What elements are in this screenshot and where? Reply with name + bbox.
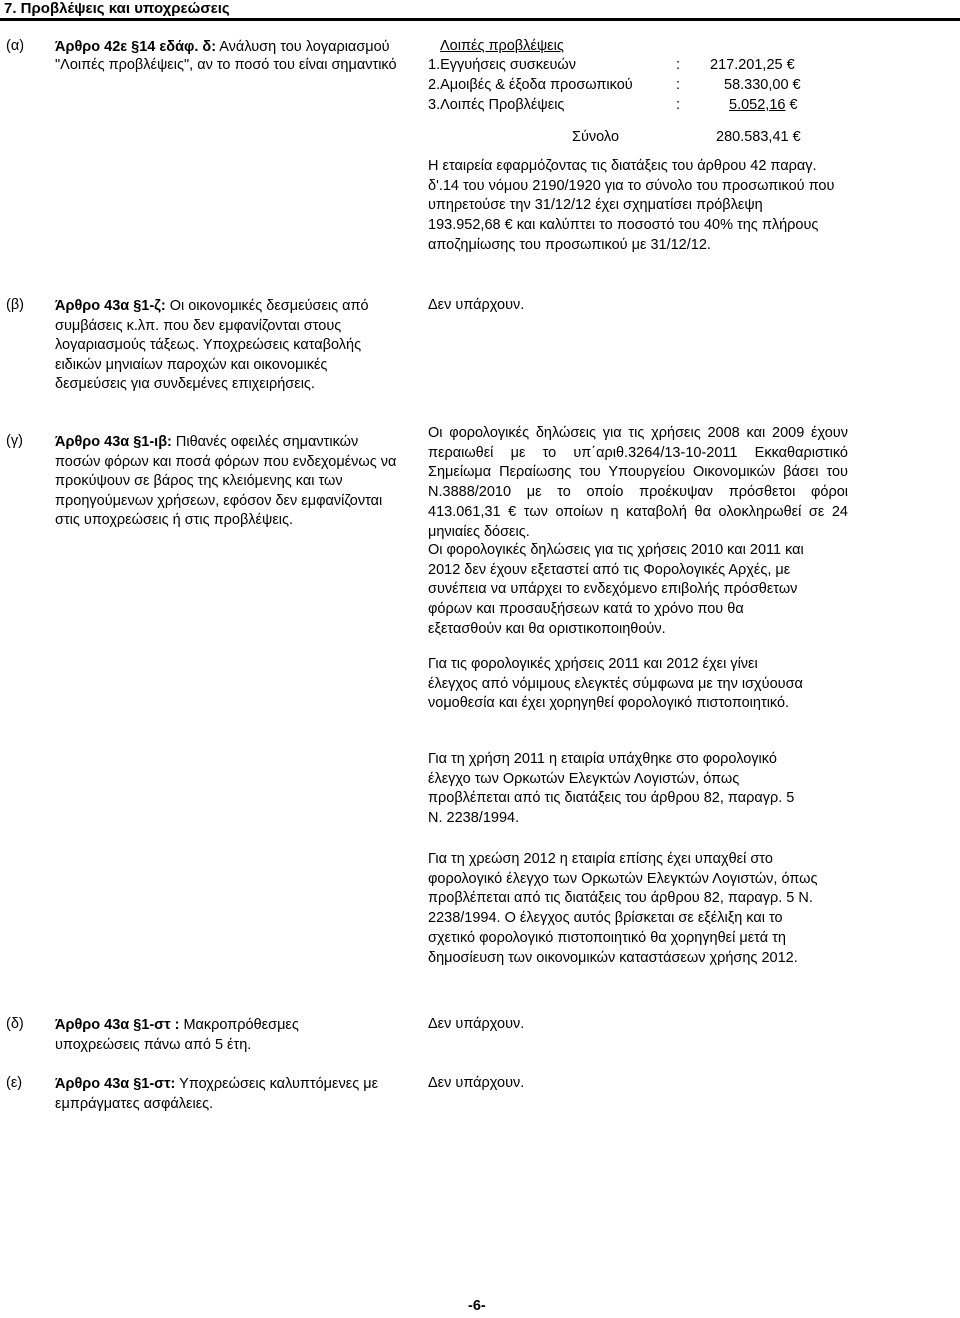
provision-row	[428, 77, 633, 93]
label-d: (δ)	[6, 1016, 24, 1032]
heading-c-text: Πιθανές οφειλές σημαντικών ποσών φόρων και ποσά φόρων που ενδεχομένως να προκύψουν σε βάρος της κλειόμενης και των προηγούμενων χρήσεων, εφόσον δεν εμφανίζονται στις υποχρεώσεις ή στις προβλέψεις.	[55, 434, 397, 528]
tax-paragraph-3: Για τις φορολογικές χρήσεις 2011 και 2012 έχει γίνει έλεγχος από νόμιμους ελεγκτές σύμφωνα με την ισχύουσα νομοθεσία και έχει χορηγηθεί φορολογικό πιστοποιητικό.	[428, 656, 803, 712]
provision-amount: 5.052,16 €	[729, 97, 798, 113]
tax-paragraph-4: Για τη χρήση 2011 η εταιρία υπάχθηκε στο φορολογικό έλεγχο των Ορκωτών Ελεγκτών Λογιστών, όπως προβλέπεται από τις διατάξεις του άρθρου 82, παραγρ. 5 Ν. 2238/1994.	[428, 751, 795, 827]
heading-b	[55, 297, 400, 395]
provisions-title: Λοιπές προβλέψεις	[440, 38, 564, 54]
provision-row	[428, 57, 576, 73]
tax-paragraph-5: Για τη χρεώση 2012 η εταιρία επίσης έχει υπαχθεί στο φορολογικό έλεγχο των Ορκωτών Ελεγκτών Λογιστών, όπως προβλέπεται από τις διατάξεις του άρθρου 82, παραγρ. 5 Ν. 2238/1994. Ο έλεγχος αυτός βρίσκεται σε εξέλιξη και το σχετικό φορολογικό πιστοποιητικό θα χορηγηθεί μετά τη δημοσίευση των οικονομικών καταστάσεων χρήσης 2012.	[428, 851, 818, 966]
heading-d-bold: Άρθρο 43α §1-στ :	[55, 1017, 180, 1033]
provision-row	[428, 97, 564, 113]
total-label: Σύνολο	[572, 129, 620, 145]
provision-sep: :	[676, 57, 681, 73]
heading-c	[55, 433, 400, 531]
label-e: (ε)	[6, 1075, 23, 1091]
answer-d: Δεν υπάρχουν.	[428, 1016, 525, 1032]
label-c: (γ)	[6, 433, 23, 449]
provision-amount: 58.330,00 €	[724, 77, 801, 93]
provision-note: Η εταιρεία εφαρμόζοντας τις διατάξεις του άρθρου 42 παραγ. δ'.14 του νόμου 2190/1920 για το σύνολο του προσωπικού που υπηρετούσε την 31/12/12 έχει σχηματίσει πρόβλεψη 193.952,68 € και καλύπτει το ποσοστό του 40% της πλήρους αποζημίωσης του προσωπικού με 31/12/12.	[428, 158, 835, 253]
tax-paragraph-1: Οι φορολογικές δηλώσεις για τις χρήσεις 2008 και 2009 έχουν περαιωθεί με το υπ΄αριθ.3264/13-10-2011 Εκκαθαριστικό Σημείωμα Περαίωσης του Υπουργείου Οικονομικών βάσει του Ν.3888/2010 με το οποίο προέκυψαν πρόσθετοι φόροι 413.061,31 € των οποίων η καταβολή θα ολοκληρωθεί σε 24 μηνιαίες δόσεις.	[428, 425, 848, 540]
answer-b: Δεν υπάρχουν.	[428, 297, 525, 313]
section-title: 7. Προβλέψεις και υποχρεώσεις	[4, 0, 230, 17]
label-b: (β)	[6, 297, 24, 313]
header-rule	[0, 18, 960, 21]
heading-a	[55, 38, 400, 74]
heading-e-text: Υποχρεώσεις καλυπτόμενες με εμπράγματες ασφάλειες.	[55, 1076, 379, 1112]
heading-c-bold: Άρθρο 43α §1-ιβ:	[55, 434, 172, 450]
total-amount: 280.583,41 €	[716, 129, 801, 145]
label-a: (α)	[6, 38, 25, 54]
page-number: -6-	[468, 1298, 486, 1314]
provision-name: 1.Εγγυήσεις συσκευών	[428, 57, 576, 73]
provision-name: 2.Αμοιβές & έξοδα προσωπικού	[428, 77, 633, 93]
heading-d	[55, 1016, 355, 1055]
tax-paragraph-2: Οι φορολογικές δηλώσεις για τις χρήσεις 2010 και 2011 και 2012 δεν έχουν εξεταστεί από τις Φορολογικές Αρχές, με συνέπεια να υπάρχει το ενδεχόμενο επιβολής πρόσθετων φόρων και προσαυξήσεων κατά το χρόνο που θα εξετασθούν και θα οριστικοποιηθούν.	[428, 542, 804, 637]
provision-sep: :	[676, 97, 681, 113]
provision-name: 3.Λοιπές Προβλέψεις	[428, 97, 565, 113]
heading-a-bold: Άρθρο 42ε §14 εδάφ. δ:	[55, 39, 217, 55]
section-header	[0, 0, 960, 20]
answer-e: Δεν υπάρχουν.	[428, 1075, 525, 1091]
heading-d-text: Μακροπρόθεσμες υποχρεώσεις πάνω από 5 έτη.	[55, 1017, 299, 1053]
heading-e	[55, 1075, 400, 1114]
heading-a-text: Ανάλυση του λογαριασμού "Λοιπές προβλέψεις", αν το ποσό του είναι σημαντικό	[55, 39, 397, 73]
heading-b-text: Οι οικονομικές δεσμεύσεις από συμβάσεις κ.λπ. που δεν εμφανίζονται στους λογαριασμούς τάξεως. Υποχρεώσεις καταβολής ειδικών μηνιαίων παροχών και οικονομικές δεσμεύσεις για συνδεμένες επιχειρήσεις.	[55, 298, 369, 392]
heading-b-bold: Άρθρο 43α §1-ζ:	[55, 298, 166, 314]
provision-amount: 217.201,25 €	[710, 57, 795, 73]
provision-sep: :	[676, 77, 681, 93]
heading-e-bold: Άρθρο 43α §1-στ:	[55, 1076, 176, 1092]
